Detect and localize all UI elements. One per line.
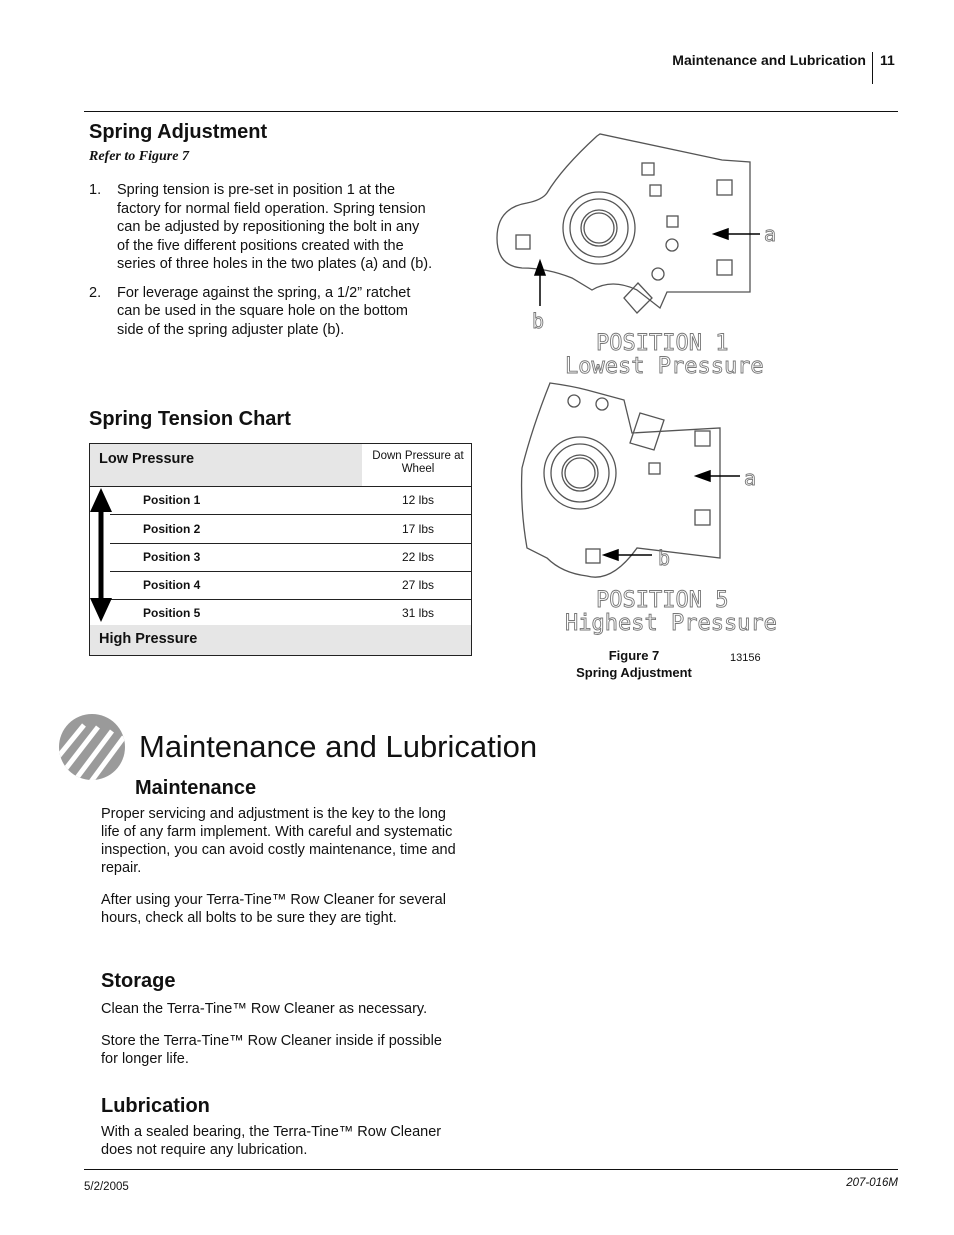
figure-number: 13156 [730, 652, 761, 664]
footer-date: 5/2/2005 [84, 1181, 129, 1193]
table-row [110, 543, 472, 572]
figure-title: Spring Adjustment [576, 665, 692, 680]
label-a: a [764, 222, 777, 246]
step-text: For leverage against the spring, a 1/2” ratchet can be used in the square hole on the bottom side of the spring adjuster plate (b). [117, 284, 411, 338]
maintenance-paragraph: After using your Terra-Tine™ Row Cleaner for several hours, check all bolts to be sure they are tight. [101, 892, 446, 926]
section-title: Maintenance and Lubrication [139, 729, 538, 764]
bearing-inner [581, 210, 617, 246]
bearing-mid [570, 199, 628, 257]
position-label: Position 2 [143, 522, 201, 536]
low-pressure-label: Low Pressure [99, 451, 195, 467]
adjustment-steps [89, 181, 434, 349]
lubrication-heading: Lubrication [101, 1095, 210, 1117]
high-pressure-label: High Pressure [99, 631, 198, 647]
storage-paragraph: Clean the Terra-Tine™ Row Cleaner as necessary. [101, 1001, 428, 1017]
pressure-value: 27 lbs [401, 578, 435, 592]
bottom-rule [84, 1169, 898, 1170]
spring-adjustment-figure [492, 128, 782, 643]
page-number: 11 [880, 52, 895, 68]
position-5-title: POSITION 5 [596, 588, 729, 613]
low-pressure-cell [90, 444, 362, 486]
tension-chart-heading: Spring Tension Chart [89, 408, 291, 430]
pressure-value: 31 lbs [401, 606, 435, 620]
maintenance-heading: Maintenance [135, 777, 257, 799]
step-item [89, 181, 434, 274]
footer-document-number: 207-016M [846, 1177, 898, 1189]
table-header-row [90, 444, 471, 487]
step-item [89, 284, 434, 340]
label-a: a [744, 466, 757, 490]
pressure-value: 12 lbs [401, 493, 435, 507]
table-row [110, 571, 472, 600]
storage-paragraph: Store the Terra-Tine™ Row Cleaner inside if possible for longer life. [101, 1033, 442, 1067]
pressure-value: 22 lbs [401, 550, 435, 564]
label-b: b [658, 546, 671, 570]
table-row [110, 515, 472, 544]
bearing-outer [563, 192, 635, 264]
step-number: 2. [89, 284, 102, 301]
high-pressure-row [90, 625, 471, 655]
spring-tension-table [89, 443, 472, 656]
table-row [110, 486, 472, 515]
position-label: Position 3 [143, 550, 201, 564]
position-5-subtitle: Highest Pressure [565, 611, 777, 636]
running-header-title: Maintenance and Lubrication [672, 52, 866, 68]
storage-heading: Storage [101, 970, 176, 992]
position-1-title: POSITION 1 [596, 331, 729, 356]
double-arrow-icon [90, 488, 112, 622]
figure-label: Figure 7 [608, 648, 660, 663]
step-number: 1. [89, 182, 102, 198]
spring-adjustment-heading: Spring Adjustment [89, 121, 268, 143]
lubrication-paragraph: With a sealed bearing, the Terra-Tine™ Row Cleaner does not require any lubrication. [101, 1124, 442, 1158]
adjuster-plate [497, 134, 750, 308]
pressure-value: 17 lbs [401, 522, 435, 536]
maintenance-paragraph: Proper servicing and adjustment is the key to the long life of any farm implement. With careful and systematic inspection, you can avoid costly maintenance, time and repair. [101, 806, 456, 876]
position-label: Position 1 [143, 493, 201, 507]
figure-caption [560, 647, 708, 681]
position-label: Position 4 [143, 578, 201, 592]
top-rule [84, 111, 898, 112]
header-divider [872, 52, 873, 84]
position-1-subtitle: Lowest Pressure [565, 354, 764, 379]
step-text: Spring tension is pre-set in position 1 at the factory for normal field operation. Spring tension can be adjusted by repositioning the bolt in any of the five different positions created with the series of three holes in the two plates (a) and (b). [117, 182, 433, 272]
section-logo-icon [58, 713, 126, 781]
figure-reference: Refer to Figure 7 [89, 149, 189, 164]
table-row [110, 599, 472, 628]
position-label: Position 5 [143, 606, 201, 620]
label-b: b [532, 309, 545, 333]
down-pressure-column-header: Down Pressure at Wheel [372, 450, 464, 475]
